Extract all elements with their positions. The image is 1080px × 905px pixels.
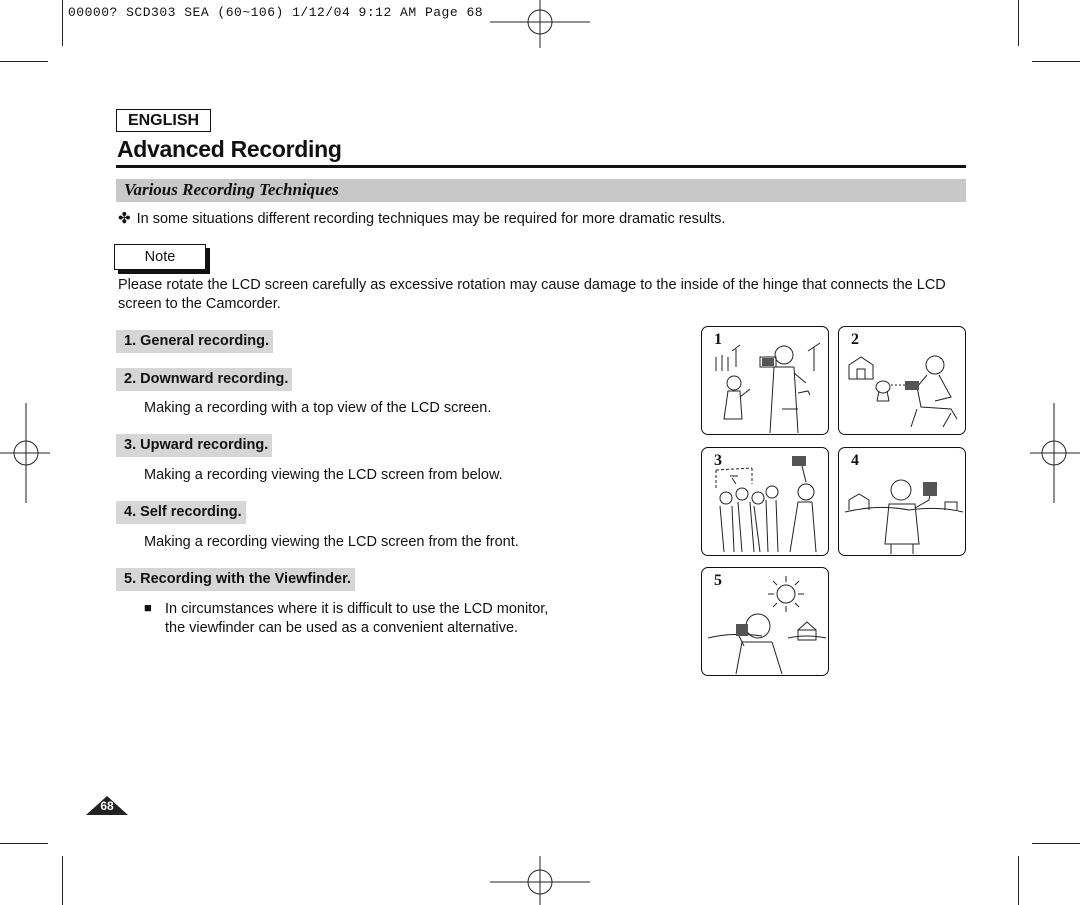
page-number: 68 bbox=[100, 799, 114, 813]
item-viewfinder-recording: 5. Recording with the Viewfinder. bbox=[116, 568, 355, 591]
crop-mark bbox=[0, 843, 48, 844]
panel-number-1: 1 bbox=[714, 331, 722, 348]
panel-number-4: 4 bbox=[851, 452, 859, 469]
language-label: ENGLISH bbox=[116, 109, 211, 132]
note-label: Note bbox=[114, 244, 206, 270]
note-text: Please rotate the LCD screen carefully as excessive rotation may cause damage to the inside of the hinge that connects the LCD screen to the Camcorder. bbox=[118, 277, 946, 312]
intro-text bbox=[118, 209, 725, 227]
crop-mark bbox=[0, 61, 48, 62]
viewfinder-note-line1: In circumstances where it is difficult to use the LCD monitor, bbox=[165, 601, 549, 617]
illustration-downward-recording bbox=[838, 326, 966, 435]
registration-mark-top bbox=[490, 0, 590, 48]
item-upward-description: Making a recording viewing the LCD screen from below. bbox=[144, 467, 503, 483]
square-bullet-icon: ■ bbox=[144, 600, 152, 615]
illustration-general-recording bbox=[701, 326, 829, 435]
viewfinder-note bbox=[165, 600, 548, 638]
registration-mark-bottom bbox=[490, 856, 590, 905]
crop-mark bbox=[1032, 61, 1080, 62]
crop-mark bbox=[1018, 0, 1019, 46]
item-self-recording: 4. Self recording. bbox=[116, 501, 246, 524]
viewfinder-note-line2: the viewfinder can be used as a convenient alternative. bbox=[165, 620, 519, 636]
illustration-upward-recording bbox=[701, 447, 829, 556]
cross-bullet-icon: ✤ bbox=[118, 210, 131, 227]
item-downward-recording: 2. Downward recording. bbox=[116, 368, 292, 391]
page-title: Advanced Recording bbox=[117, 136, 342, 162]
illustration-viewfinder-recording bbox=[701, 567, 829, 676]
section-title: Various Recording Techniques bbox=[124, 180, 339, 199]
title-rule bbox=[116, 165, 966, 168]
item-self-description: Making a recording viewing the LCD screen from the front. bbox=[144, 534, 519, 550]
crop-mark bbox=[62, 0, 63, 46]
crop-mark bbox=[62, 856, 63, 905]
registration-mark-right bbox=[1030, 403, 1080, 503]
registration-mark-left bbox=[0, 403, 50, 503]
item-upward-recording: 3. Upward recording. bbox=[116, 434, 272, 457]
panel-number-5: 5 bbox=[714, 572, 722, 589]
item-general-recording: 1. General recording. bbox=[116, 330, 273, 353]
item-downward-description: Making a recording with a top view of the LCD screen. bbox=[144, 400, 492, 416]
intro-sentence: In some situations different recording techniques may be required for more dramatic results. bbox=[136, 211, 726, 227]
panel-number-2: 2 bbox=[851, 331, 859, 348]
panel-number-3: 3 bbox=[714, 452, 722, 469]
crop-mark bbox=[1032, 843, 1080, 844]
print-header: 00000? SCD303 SEA (60~106) 1/12/04 9:12 AM Page 68 bbox=[68, 5, 484, 20]
illustration-self-recording bbox=[838, 447, 966, 556]
crop-mark bbox=[1018, 856, 1019, 905]
